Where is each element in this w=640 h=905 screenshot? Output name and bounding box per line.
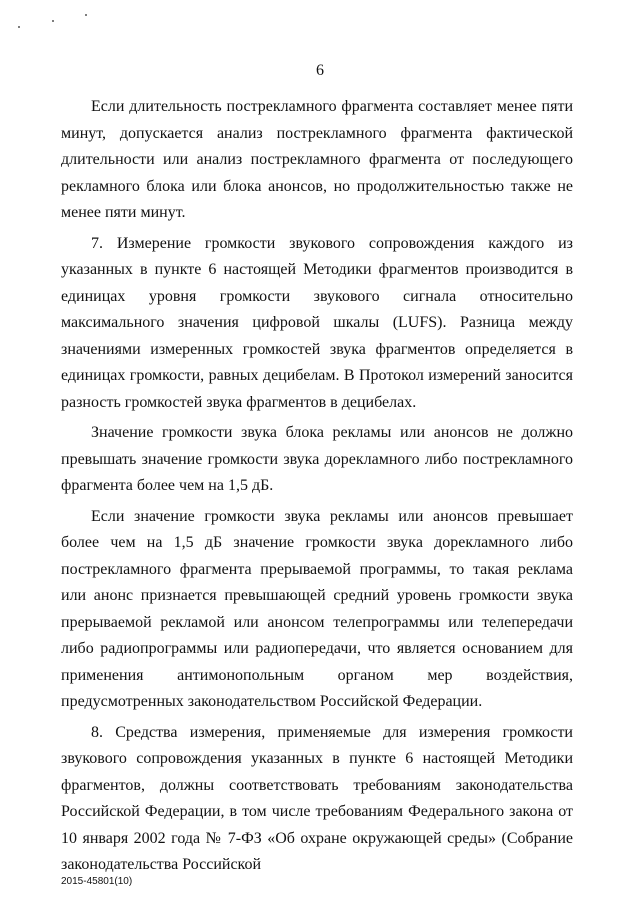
paragraph-item-8-measurement-instruments: 8. Средства измерения, применяемые для измерения громкости звукового сопровождения указанных в пункте 6 настоящей Методики фрагментов, должны соответствовать требованиям законодательства Российской Федерации, в том числе требованиям Федерального закона от 10 января 2002 года № 7-ФЗ «Об охране окружающей среды» (Собрание законодательства Российской — [61, 723, 573, 873]
document-body — [61, 94, 573, 879]
paragraph-item-7-loudness-measurement: 7. Измерение громкости звукового сопровождения каждого из указанных в пункте 6 настоящей Методики фрагментов производится в единицах уровня громкости звукового сигнала относительно максимального значения цифровой шкалы (LUFS). Разница между значениями измеренных громкостей звука фрагментов определяется в единицах громкости, равных децибелам. В Протокол измерений заносится разность громкостей звука фрагментов в децибелах. — [61, 234, 573, 411]
scan-artifact-dot — [52, 20, 54, 22]
scan-artifact-dot — [18, 26, 20, 28]
document-footer-code: 2015-45801(10) — [61, 876, 133, 887]
paragraph-loudness-limit: Значение громкости звука блока рекламы или анонсов не должно превышать значение громкости звука дорекламного либо пострекламного фрагмента более чем на 1,5 дБ. — [61, 424, 573, 494]
paragraph-short-fragment-duration: Если длительность пострекламного фрагмента составляет менее пяти минут, допускается анализ пострекламного фрагмента фактической длительности или анализ пострекламного фрагмента от последующего рекламного блока или блока анонсов, но продолжительностью также не менее пяти минут. — [61, 98, 573, 221]
scan-artifact-dot — [85, 14, 87, 16]
page-number: 6 — [316, 62, 324, 79]
paragraph-excess-loudness: Если значение громкости звука рекламы или анонсов превышает более чем на 1,5 дБ значение громкости звука дорекламного либо пострекламного фрагмента прерываемой программы, то такая реклама или анонс признается превышающей средний уровень громкости звука прерываемой рекламой или анонсом телепрограммы или телепередачи либо радиопрограммы или радиопередачи, что является основанием для применения антимонопольным органом мер воздействия, предусмотренных законодательством Российской Федерации. — [61, 507, 573, 710]
